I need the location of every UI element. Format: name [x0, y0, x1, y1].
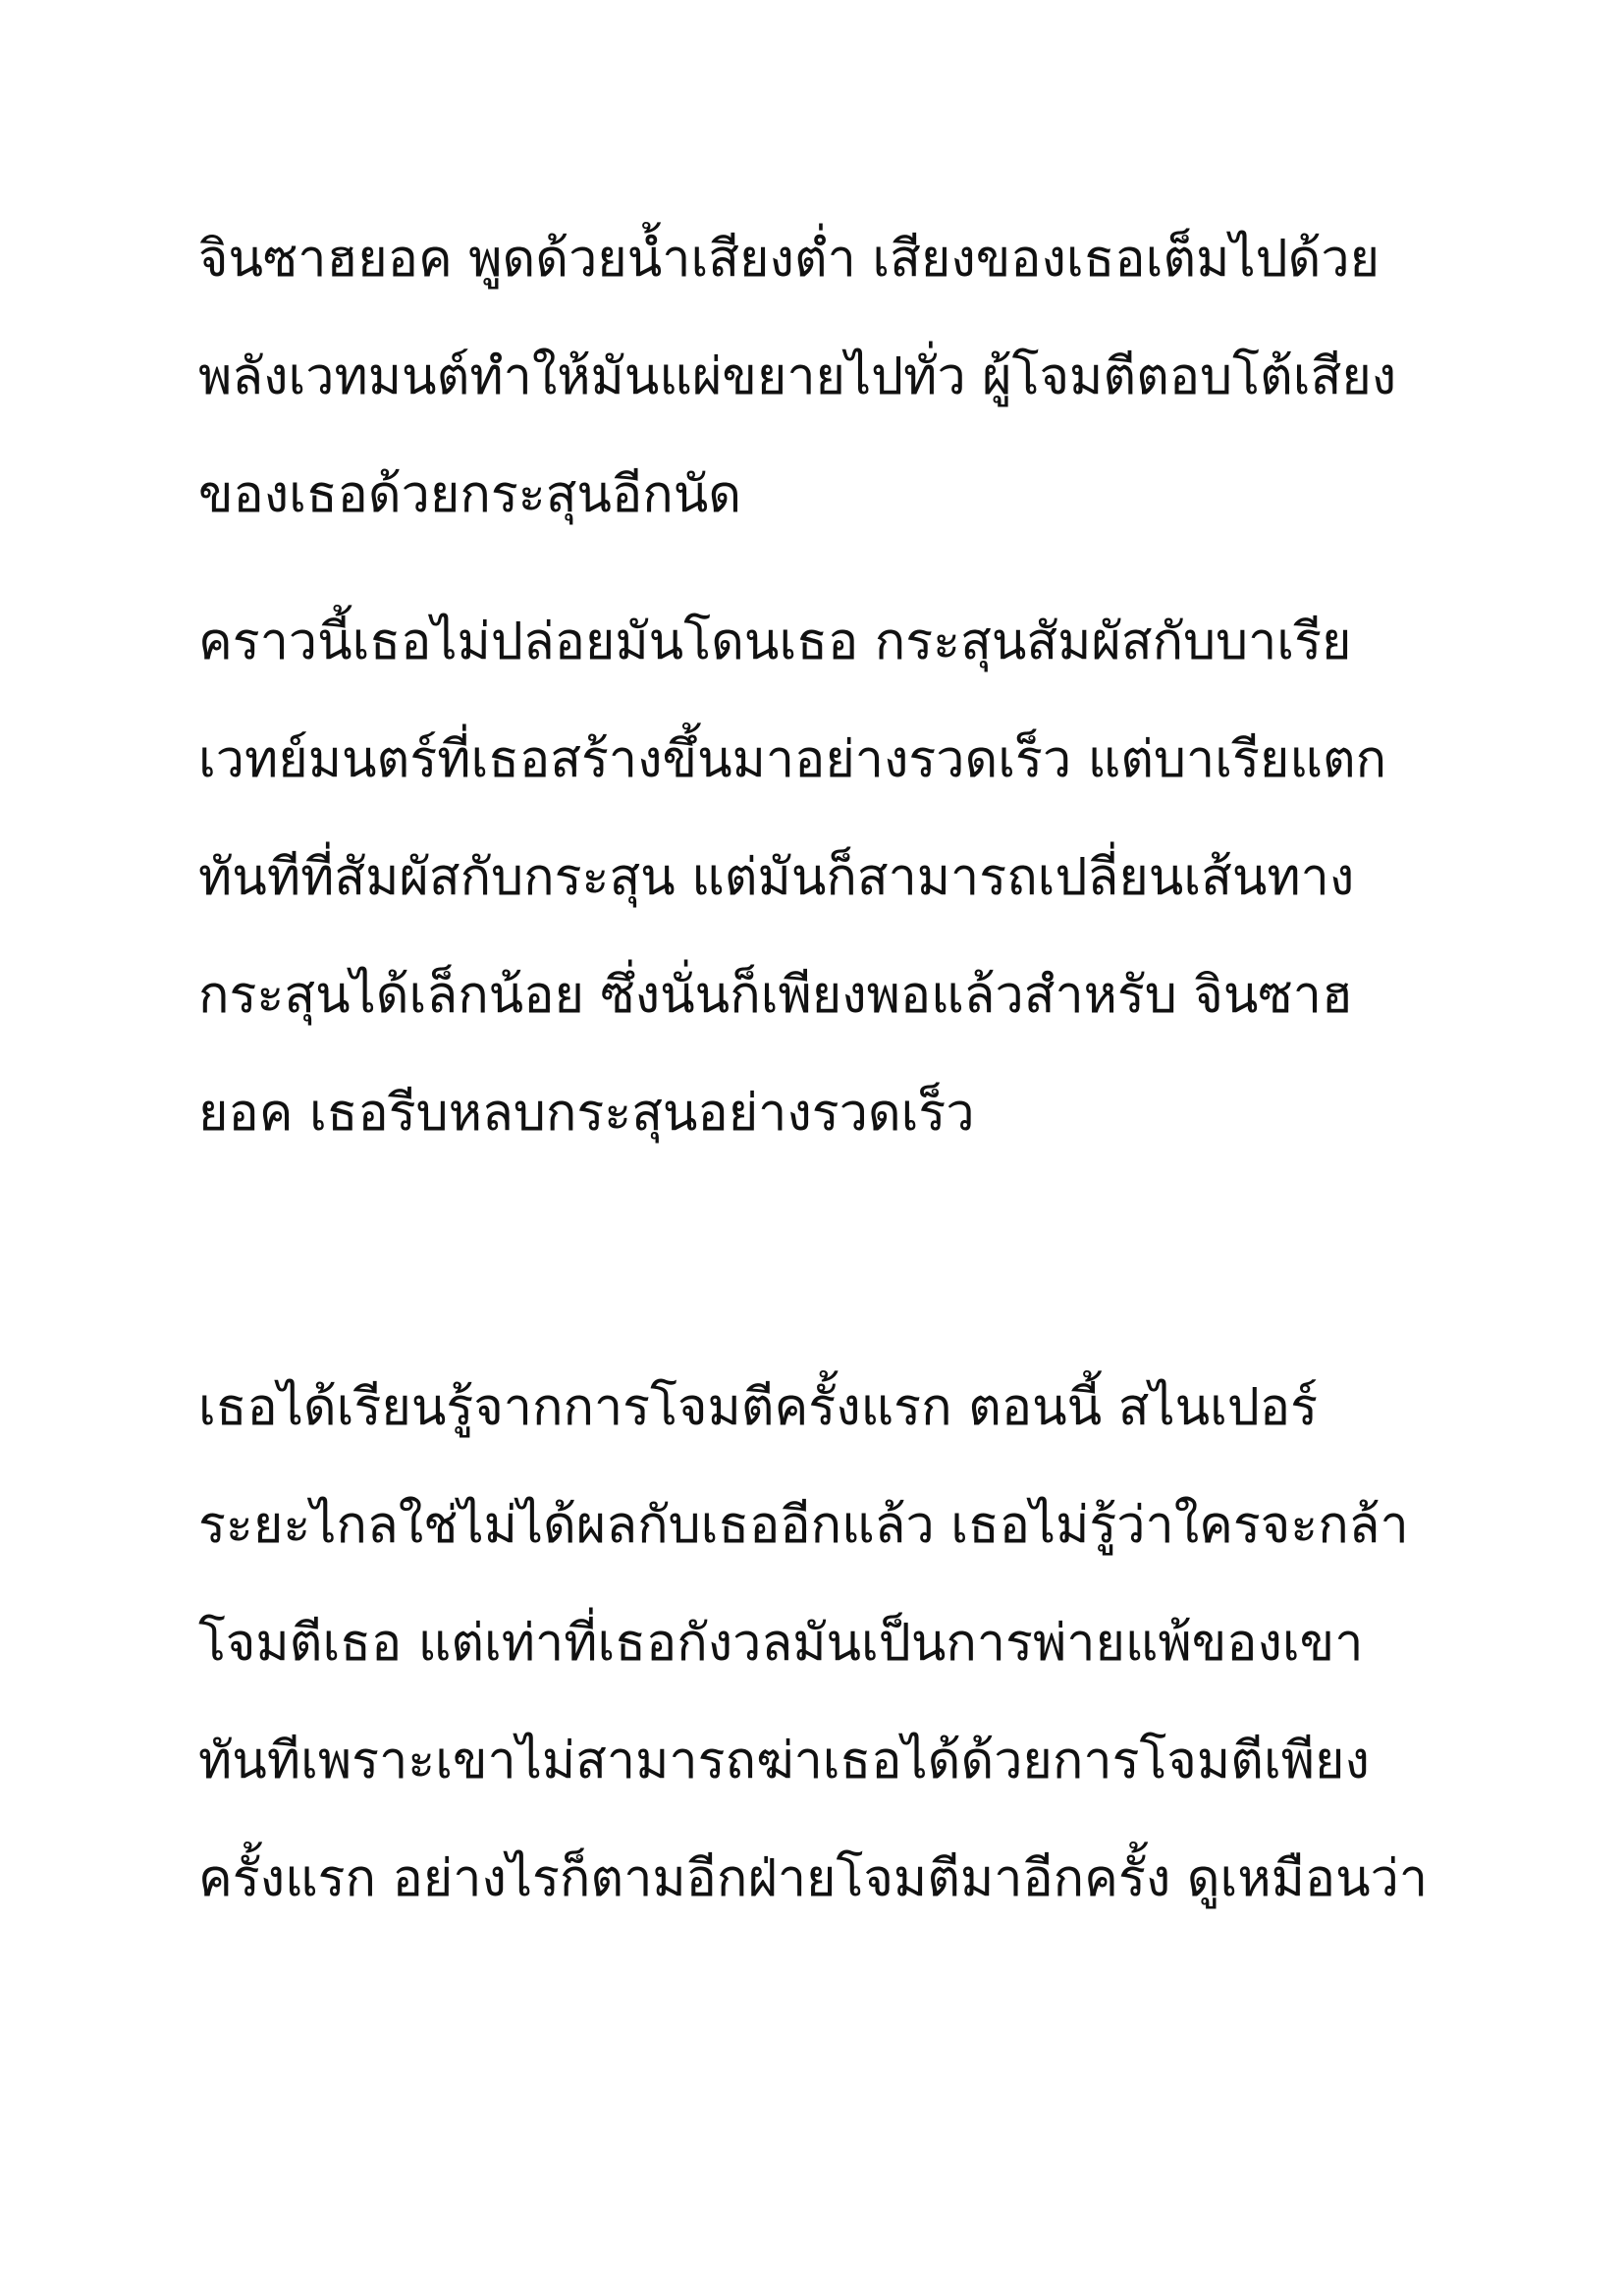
text-line: ทันทีเพราะเขาไม่สามารถฆ่าเธอได้ด้วยการโจมตีเพียง — [198, 1732, 1370, 1790]
text-line: เธอได้เรียนรู้จากการโจมตีครั้งแรก ตอนนี้ สไนเปอร์ — [198, 1378, 1319, 1437]
text-line: ทันทีที่สัมผัสกับกระสุน แต่มันก็สามารถเปลี่ยนเส้นทาง — [198, 848, 1355, 907]
text-line: จินซาฮยอค พูดด้วยน้ำเสียงต่ำ เสียงของเธอเต็มไปด้วย — [198, 230, 1380, 289]
text-line: พลังเวทมนต์ทำให้มันแผ่ขยายไปทั่ว ผู้โจมตีตอบโต้เสียง — [198, 347, 1397, 406]
text-line: กระสุนได้เล็กน้อย ซึ่งนั่นก็เพียงพอแล้วสำหรับ จินซาฮ — [198, 966, 1353, 1025]
text-line: ยอค เธอรีบหลบกระสุนอย่างรวดเร็ว — [198, 1084, 975, 1143]
text-line: โจมตีเธอ แต่เท่าที่เธอกังวลมันเป็นการพ่ายแพ้ของเขา — [198, 1614, 1364, 1673]
text-line: ครั้งแรก อย่างไรก็ตามอีกฝ่ายโจมตีมาอีกครั้ง ดูเหมือนว่า — [198, 1849, 1429, 1908]
text-line: ของเธอด้วยกระสุนอีกนัด — [198, 465, 742, 524]
text-line: เวทย์มนตร์ที่เธอสร้างขึ้นมาอย่างรวดเร็ว แต่บาเรียแตก — [198, 730, 1387, 789]
text-line: คราวนี้เธอไม่ปล่อยมันโดนเธอ กระสุนสัมผัสกับบาเรีย — [198, 613, 1352, 671]
text-line: ระยะไกลใช่ไม่ได้ผลกับเธออีกแล้ว เธอไม่รู้ว่าใครจะกล้า — [198, 1496, 1409, 1555]
